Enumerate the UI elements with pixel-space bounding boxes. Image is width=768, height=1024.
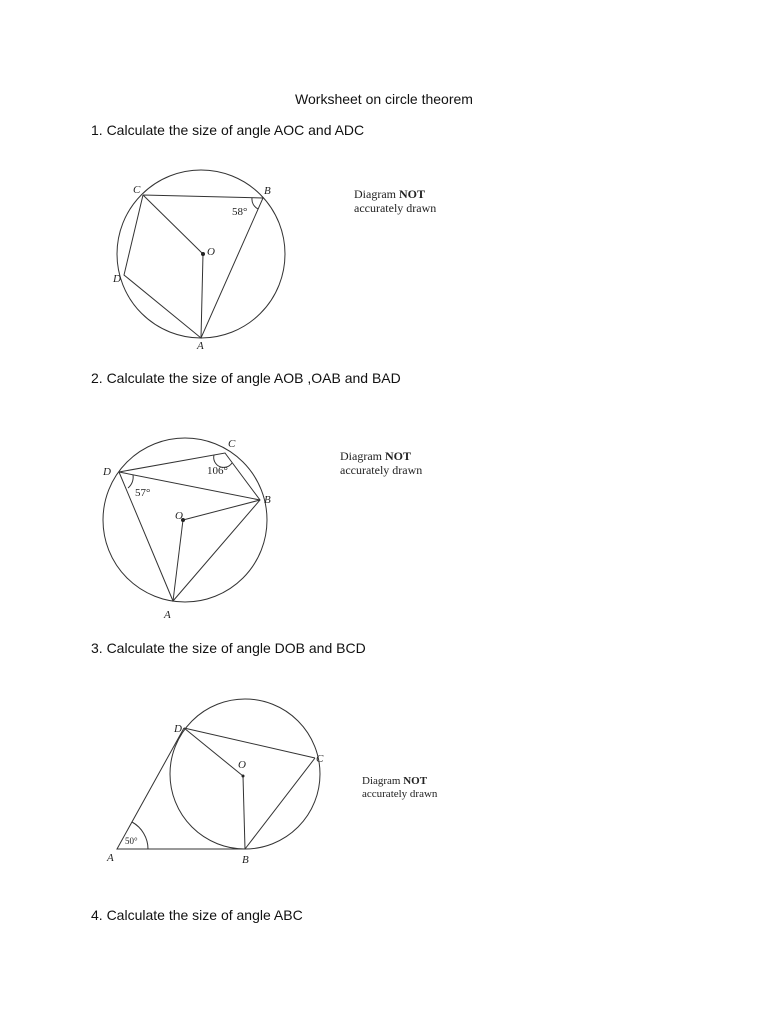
diagram-1-label-d: D [113,273,121,285]
diagram-1-note-bold: NOT [398,187,425,201]
diagram-1-label-c: C [133,184,141,196]
diagram-3-note-text: Diagram [362,775,404,787]
diagram-3-label-d: D [174,723,182,735]
diagram-1-label-a: A [197,340,204,352]
diagram-3-radius-ob [243,776,245,849]
diagram-3-chord-dc [184,728,315,758]
diagram-2-label-c: C [228,438,236,450]
diagram-3-note-line2: accurately drawn [362,788,438,800]
diagram-2-label-d: D [103,466,111,478]
diagram-2-note-text: Diagram [340,449,385,463]
diagram-3-note-bold: NOT [403,775,428,787]
diagram-3-note [362,775,437,801]
question-2: 2. Calculate the size of angle AOB ,OAB and BAD [91,370,401,386]
diagram-2-note-bold: NOT [384,449,411,463]
diagram-3-label-c: C [316,753,324,765]
diagram-2-angle-c: 106° [207,465,228,477]
diagram-3-angle-a: 50° [125,836,138,846]
diagram-1-label-b: B [264,185,271,197]
diagram-3-centre-dot [242,775,245,778]
diagram-3-label-o: O [238,759,246,771]
diagram-3-label-b: B [242,854,249,866]
diagram-2-note-line2: accurately drawn [340,463,423,477]
diagram-2-label-b: B [264,494,271,506]
question-1: 1. Calculate the size of angle AOC and ADC [91,122,365,138]
diagram-3-circle [170,699,320,849]
diagram-3-chord-cb [245,758,315,849]
diagram-1-label-o: O [207,246,215,258]
worksheet-title: Worksheet on circle theorem [295,91,473,107]
diagram-3-tangent-triangle [117,728,245,849]
question-4: 4. Calculate the size of angle ABC [91,907,303,923]
diagram-2-label-o: O [175,510,183,522]
diagram-1-angle-b: 58° [232,206,248,218]
question-3: 3. Calculate the size of angle DOB and BCD [91,640,366,656]
diagram-2-label-a: A [164,609,171,621]
diagram-1-note-line2: accurately drawn [354,201,437,215]
diagram-1-note-text: Diagram [354,187,399,201]
diagram-2-angle-d: 57° [135,487,151,499]
diagram-3-label-a: A [107,852,114,864]
